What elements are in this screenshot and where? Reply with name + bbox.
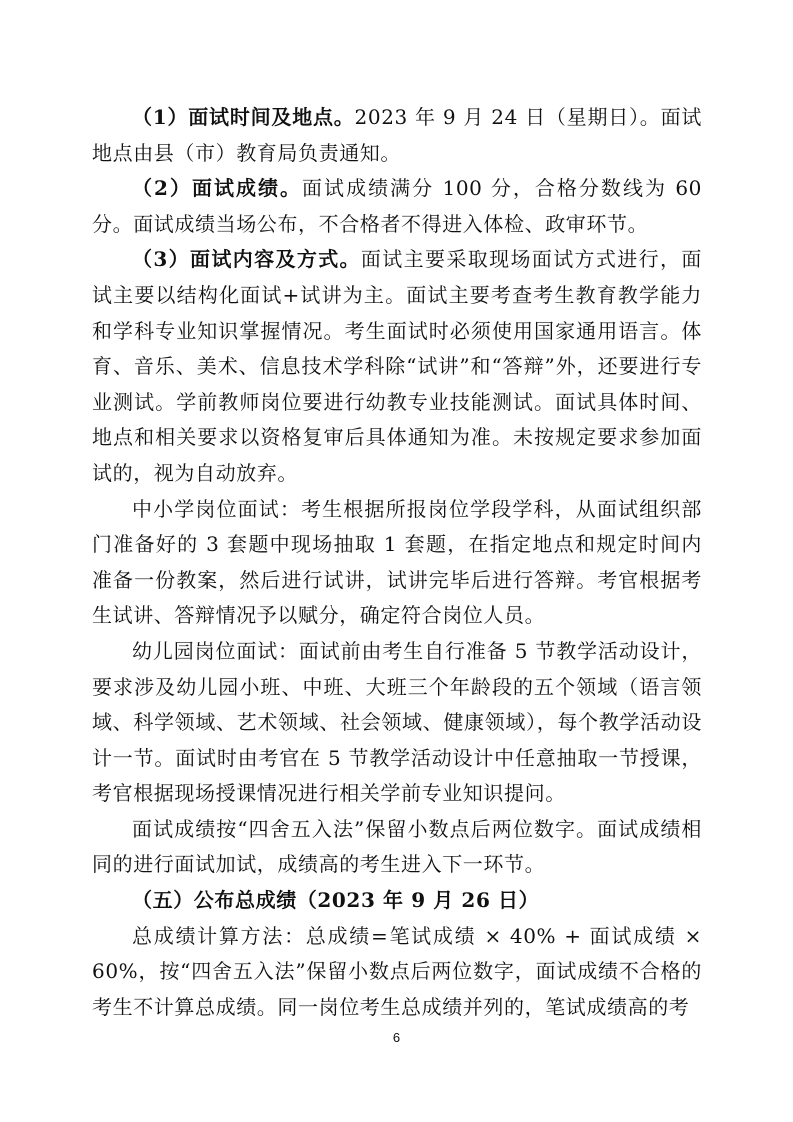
paragraph-interview-content xyxy=(92,242,702,491)
paragraph-lead: （1）面试时间及地点。 xyxy=(132,105,355,129)
paragraph-lead: （3）面试内容及方式。 xyxy=(132,247,361,272)
paragraph-text: 2023 年 9 月 24 日（星期日）。面试地点由县（市）教育局负责通知。 xyxy=(92,105,702,165)
paragraph-lead: （2）面试成绩。 xyxy=(132,176,303,201)
paragraph-interview-score xyxy=(92,171,702,242)
paragraph-kindergarten-interview xyxy=(92,634,702,812)
paragraph-total-score: 总成绩计算方法：总成绩=笔试成绩 × 40% + 面试成绩 × 60%，按“四舍五入法”保留小数点后两位数字，面试成绩不合格的考生不计算总成绩。同一岗位考生总成绩并列的，笔试成绩高的考 xyxy=(92,923,702,1019)
paragraph-text: 面试主要采取现场面试方式进行，面试主要以结构化面试+试讲为主。面试主要考查考生教育教学能力和学科专业知识掌握情况。考生面试时必须使用国家通用语言。体育、音乐、美术、信息技术学科除“试讲”和“答辩”外，还要进行专业测试。学前教师岗位要进行幼教专业技能测试。面试具体时间、地点和相关要求以资格复审后具体通知为准。未按规定要求参加面试的，视为自动放弃。 xyxy=(92,247,702,485)
paragraph-text: 面试成绩按“四舍五入法”保留小数点后两位数字。面试成绩相同的进行面试加试，成绩高的考生进入下一环节。 xyxy=(92,816,702,877)
section-heading: （五）公布总成绩（2023 年 9 月 26 日） xyxy=(132,888,540,913)
paragraph-text: 中小学岗位面试：考生根据所报岗位学段学科，从面试组织部门准备好的 3 套题中现场抽取 1 套题，在指定地点和规定时间内准备一份教案，然后进行试讲，试讲完毕后进行答辩。考官根据考生试讲、答辩情况予以赋分，确定符合岗位人员。 xyxy=(92,496,702,628)
paragraph-text: 面试成绩满分 100 分，合格分数线为 60 分。面试成绩当场公布，不合格者不得进入体检、政审环节。 xyxy=(92,176,702,236)
paragraph-score-rounding xyxy=(92,812,702,883)
paragraph-text: 幼儿园岗位面试：面试前由考生自行准备 5 节教学活动设计，要求涉及幼儿园小班、中班、大班三个年龄段的五个领域（语言领域、科学领域、艺术领域、社会领域、健康领域），每个教学活动设计一节。面试时由考官在 5 节教学活动设计中任意抽取一节授课，考官根据现场授课情况进行相关学前专业知识提问。 xyxy=(92,638,702,806)
document-body xyxy=(92,100,702,1025)
page-number: 6 xyxy=(392,1030,401,1045)
paragraph-school-interview xyxy=(92,492,702,634)
paragraph-interview-time xyxy=(92,100,702,171)
